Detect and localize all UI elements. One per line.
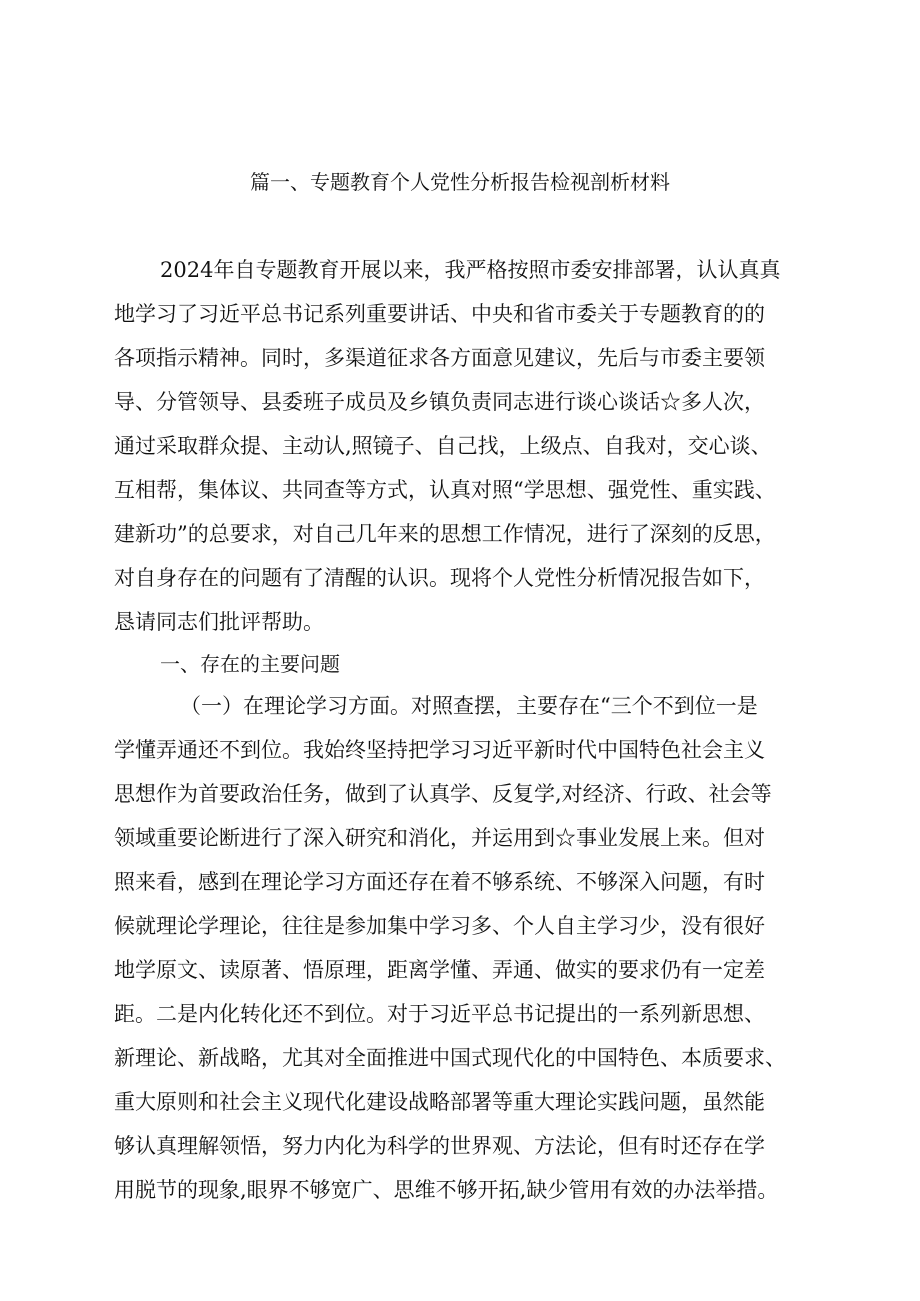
intro-line: 地学习了习近平总书记系列重要讲话、中央和省市委关于专题教育的的 [114,302,765,326]
intro-line: 导、分管领导、县委班子成员及乡镇负责同志进行谈心谈话☆多人次， [114,390,765,414]
intro-line: 对自身存在的问题有了清醒的认识。现将个人党性分析情况报告如下， [114,566,765,590]
section-line: 距。二是内化转化还不到位。对于习近平总书记提出的一系列新思想、 [114,1002,765,1026]
section-line: 思想作为首要政治任务，做到了认真学、反复学,对经济、行政、社会等 [114,782,772,806]
section-heading: 一、存在的主要问题 [160,652,340,676]
document-title: 篇一、专题教育个人党性分析报告检视剖析材料 [250,170,670,194]
section-line: 新理论、新战略，尤其对全面推进中国式现代化的中国特色、本质要求、 [114,1046,786,1070]
section-line: （一）在理论学习方面。对照查摆，主要存在“三个不到位一是 [180,694,758,718]
section-line: 领域重要论断进行了深入研究和消化，并运用到☆事业发展上来。但对 [114,826,765,850]
intro-line: 各项指示精神。同时，多渠道征求各方面意见建议，先后与市委主要领 [114,346,765,370]
section-line: 用脱节的现象,眼界不够宽广、思维不够开拓,缺少管用有效的办法举措。 [114,1178,779,1202]
section-line: 重大原则和社会主义现代化建设战略部署等重大理论实践问题，虽然能 [114,1090,765,1114]
section-line: 学懂弄通还不到位。我始终坚持把学习习近平新时代中国特色社会主义 [114,738,765,762]
intro-line: 2024年自专题教育开展以来，我严格按照市委安排部署，认认真真 [160,258,781,282]
intro-line: 通过采取群众提、主动认,照镜子、自己找，上级点、自我对，交心谈、 [114,434,772,458]
intro-line: 互相帮，集体议、共同查等方式，认真对照“学思想、强党性、重实践、 [114,478,776,502]
section-line: 地学原文、读原著、悟原理，距离学懂、弄通、做实的要求仍有一定差 [114,958,765,982]
section-line: 照来看，感到在理论学习方面还存在着不够系统、不够深入问题，有时 [114,870,765,894]
section-line: 候就理论学理论，往往是参加集中学习多、个人自主学习少，没有很好 [114,914,765,938]
intro-line: 恳请同志们批评帮助。 [114,610,324,634]
intro-line: 建新功”的总要求，对自己几年来的思想工作情况，进行了深刻的反思， [114,522,776,546]
section-line: 够认真理解领悟，努力内化为科学的世界观、方法论，但有时还存在学 [114,1134,765,1158]
